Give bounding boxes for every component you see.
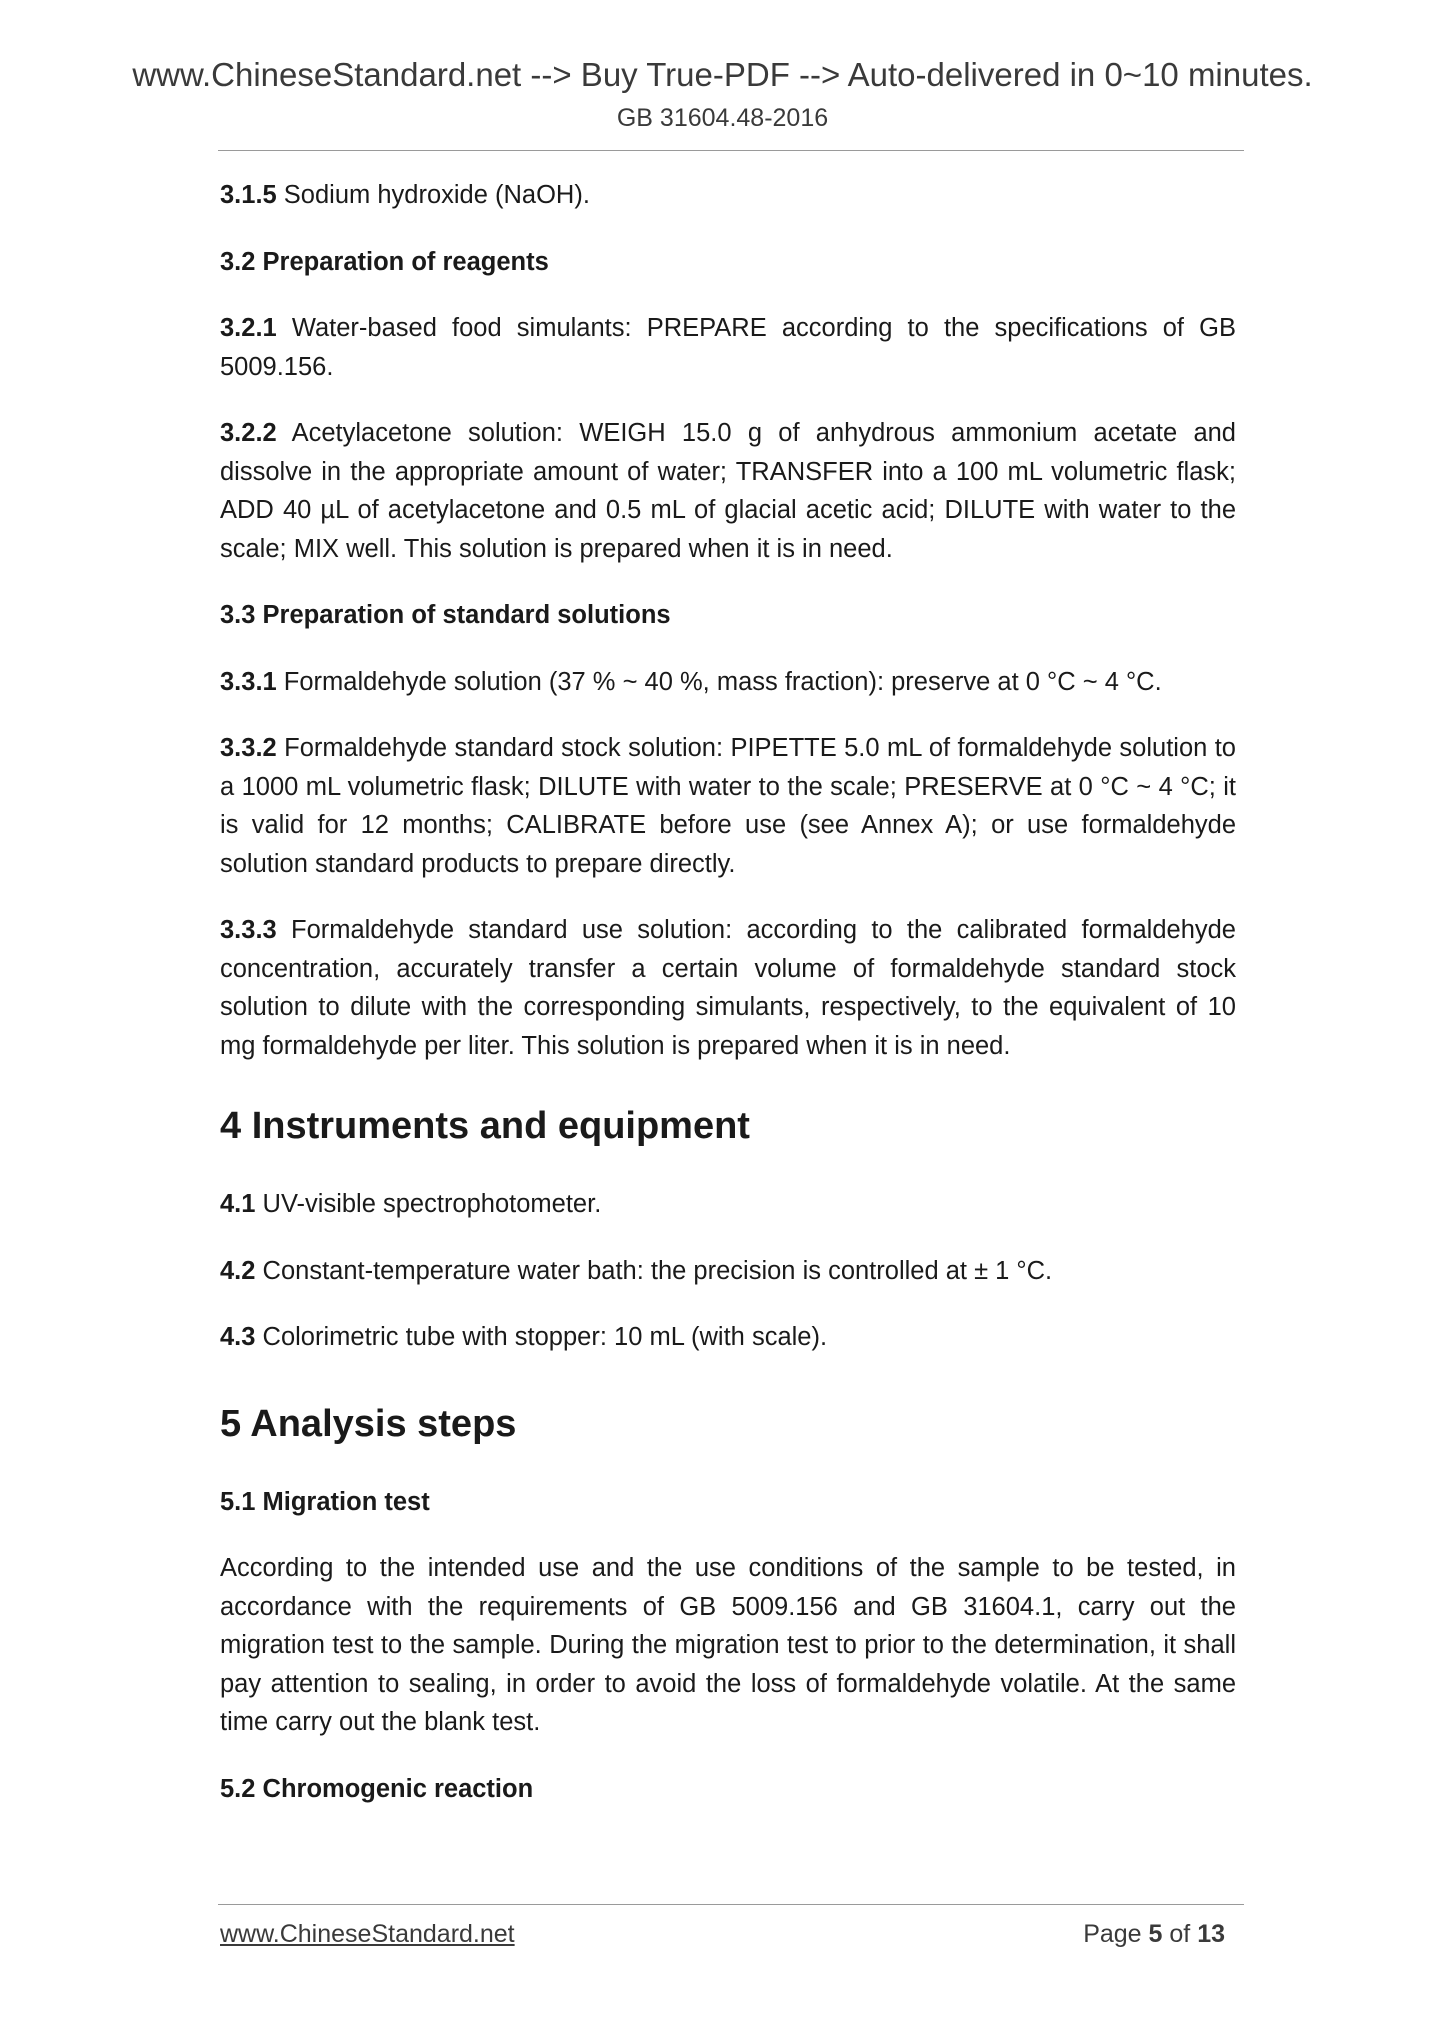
page-current: 5: [1148, 1920, 1163, 1948]
clause-text: Formaldehyde solution (37 % ~ 40 %, mass fraction): preserve at 0 °C ~ 4 °C.: [276, 667, 1162, 696]
clause-text: Formaldehyde standard use solution: according to the calibrated formaldehyde concentration, accurately transfer a certain volume of formaldehyde standard stock solution to dilute with the corresponding simulants, respectively, to the equivalent of 10 mg formaldehyde per liter. This solution is prepared when it is in need.: [220, 916, 1236, 1060]
clause-3-1-5: [220, 176, 1236, 215]
header-banner: www.ChineseStandard.net --> Buy True-PDF --> Auto-delivered in 0~10 minutes.: [132, 56, 1313, 93]
clause-4-1: [220, 1185, 1236, 1224]
clause-3-3-2: [220, 729, 1236, 883]
page-total: 13: [1197, 1920, 1225, 1948]
clause-text: Colorimetric tube with stopper: 10 mL (with scale).: [255, 1323, 828, 1351]
clause-number: 3.2.1: [220, 314, 277, 342]
clause-text: Sodium hydroxide (NaOH).: [276, 181, 590, 209]
standard-code: GB 31604.48-2016: [616, 104, 829, 132]
clause-3-3-1: [220, 663, 1236, 702]
clause-3-2-2: [220, 414, 1236, 568]
clause-number: 3.3.3: [220, 916, 277, 944]
footer-divider: [218, 1904, 1244, 1905]
clause-text: Formaldehyde standard stock solution: PIPETTE 5.0 mL of formaldehyde solution to a 1000 mL volumetric flask; DILUTE with water to the scale; PRESERVE at 0 °C ~ 4 °C; it is valid for 12 months; CALIBRATE before use (see Annex A); or use formaldehyde solution standard products to prepare directly.: [220, 734, 1236, 878]
clause-number: 3.3.1: [220, 667, 277, 696]
clause-text: Water-based food simulants: PREPARE according to the specifications of GB 5009.156.: [220, 314, 1236, 381]
clause-text: Acetylacetone solution: WEIGH 15.0 g of anhydrous ammonium acetate and dissolve in the appropriate amount of water; TRANSFER into a 100 mL volumetric flask; ADD 40 µL of acetylacetone and 0.5 mL of glacial acetic acid; DILUTE with water to the scale; MIX well. This solution is prepared when it is in need.: [220, 419, 1236, 563]
clause-4-3: [220, 1318, 1236, 1357]
clause-5-1-body: According to the intended use and the use conditions of the sample to be tested, in accordance with the requirements of GB 5009.156 and GB 31604.1, carry out the migration test to the sample. During the migration test to prior to the determination, it shall pay attention to sealing, in order to avoid the loss of formaldehyde volatile. At the same time carry out the blank test.: [220, 1554, 1236, 1736]
clause-3-3-3: [220, 911, 1236, 1065]
page-prefix: Page: [1083, 1920, 1149, 1948]
clause-number: 4.2: [220, 1256, 256, 1285]
clause-4-2: [220, 1252, 1236, 1291]
heading-5-2: 5.2 Chromogenic reaction: [220, 1774, 534, 1803]
heading-4: 4 Instruments and equipment: [220, 1105, 750, 1147]
header-divider: [218, 150, 1244, 151]
clause-number: 4.3: [220, 1323, 256, 1351]
clause-number: 3.2.2: [220, 419, 277, 447]
clause-number: 4.1: [220, 1190, 256, 1218]
clause-3-2-1: [220, 309, 1236, 386]
heading-5: 5 Analysis steps: [220, 1402, 517, 1445]
document-body: [220, 176, 1236, 1808]
clause-text: UV-visible spectrophotometer.: [255, 1190, 602, 1218]
heading-3-3: 3.3 Preparation of standard solutions: [220, 601, 671, 629]
heading-3-2: 3.2 Preparation of reagents: [220, 247, 549, 276]
heading-5-1: 5.1 Migration test: [220, 1487, 430, 1516]
footer-site-link[interactable]: www.ChineseStandard.net: [220, 1920, 515, 1948]
clause-number: 3.1.5: [220, 181, 277, 209]
page-separator: of: [1162, 1920, 1198, 1948]
clause-number: 3.3.2: [220, 734, 277, 762]
page-indicator: [1083, 1920, 1225, 1949]
clause-text: Constant-temperature water bath: the precision is controlled at ± 1 °C.: [255, 1256, 1053, 1285]
